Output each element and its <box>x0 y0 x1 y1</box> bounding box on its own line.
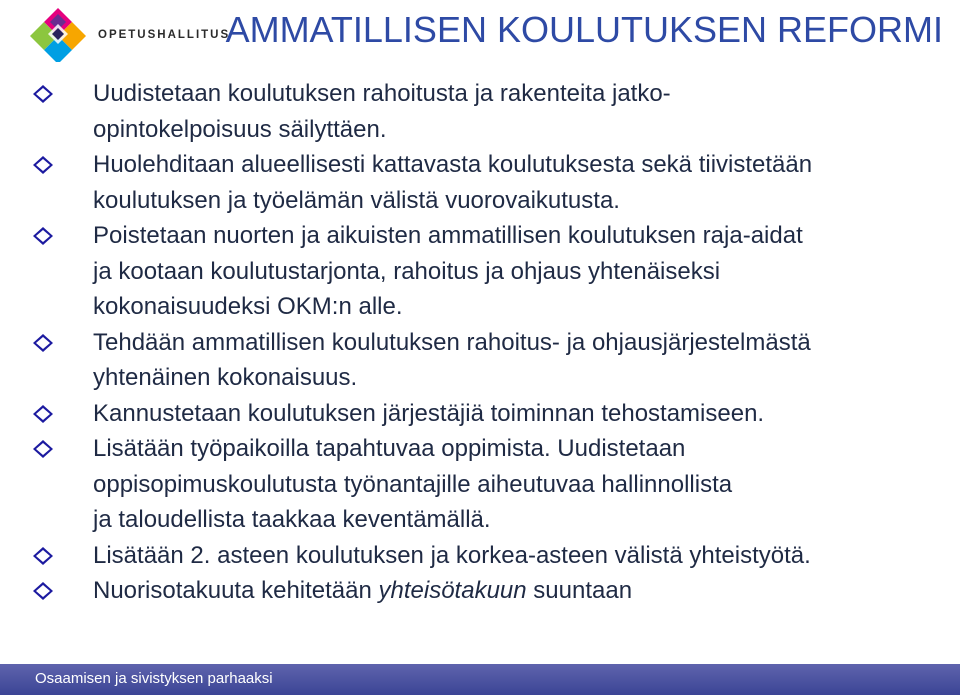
bullet-line: Tehdään ammatillisen koulutuksen rahoitus- ja ohjausjärjestelmästä <box>93 328 811 356</box>
opetushallitus-diamond-logo-icon <box>28 6 88 62</box>
diamond-bullet-icon <box>32 404 54 424</box>
bullet-item-6 <box>0 431 960 538</box>
bullet-line: Lisätään 2. asteen koulutuksen ja korkea-asteen välistä yhteistyötä. <box>93 541 811 569</box>
bullet-line: yhtenäinen kokonaisuus. <box>93 364 358 391</box>
opetushallitus-logo <box>28 6 248 62</box>
bullet-line: oppisopimuskoulutusta työnantajille aiheutuvaa hallinnollista <box>93 470 733 498</box>
bullet-list <box>0 76 960 609</box>
bullet-item-2 <box>0 147 960 218</box>
footer-text: Osaamisen ja sivistyksen parhaaksi <box>35 670 273 687</box>
bullet-text-italic: yhteisötakuun <box>378 577 527 604</box>
footer-bar <box>0 664 960 695</box>
page-title: AMMATILLISEN KOULUTUKSEN REFORMI <box>225 9 943 50</box>
bullet-line: Huolehditaan alueellisesti kattavasta koulutuksesta sekä tiivistetään <box>93 151 813 178</box>
bullet-item-8 <box>0 573 960 609</box>
bullet-text: Nuorisotakuuta kehitetään <box>93 577 379 604</box>
bullet-line <box>93 573 940 609</box>
bullet-item-3 <box>0 218 960 325</box>
diamond-bullet-icon <box>32 226 54 246</box>
bullet-line: ja kootaan koulutustarjonta, rahoitus ja ohjaus yhtenäiseksi <box>93 257 721 285</box>
bullet-item-5 <box>0 396 960 432</box>
bullet-item-7 <box>0 538 960 574</box>
bullet-line: ja taloudellista taakkaa keventämällä. <box>93 506 491 533</box>
bullet-line: Poistetaan nuorten ja aikuisten ammatillisen koulutuksen raja-aidat <box>93 222 803 249</box>
bullet-line: Uudistetaan koulutuksen rahoitusta ja rakenteita jatko- <box>93 80 671 107</box>
diamond-bullet-icon <box>32 439 54 459</box>
bullet-item-4 <box>0 325 960 396</box>
bullet-line: Kannustetaan koulutuksen järjestäjiä toiminnan tehostamiseen. <box>93 399 765 427</box>
bullet-line: koulutuksen ja työelämän välistä vuorovaikutusta. <box>93 186 620 214</box>
bullet-line: kokonaisuudeksi OKM:n alle. <box>93 293 403 320</box>
diamond-bullet-icon <box>32 84 54 104</box>
diamond-bullet-icon <box>32 546 54 566</box>
bullet-line: Lisätään työpaikoilla tapahtuvaa oppimista. Uudistetaan <box>93 435 686 462</box>
diamond-bullet-icon <box>32 581 54 601</box>
bullet-item-1 <box>0 76 960 147</box>
diamond-bullet-icon <box>32 155 54 175</box>
bullet-text: suuntaan <box>526 577 633 604</box>
diamond-bullet-icon <box>32 333 54 353</box>
bullet-line: opintokelpoisuus säilyttäen. <box>93 115 387 143</box>
logo-text: OPETUSHALLITUS <box>98 29 231 41</box>
